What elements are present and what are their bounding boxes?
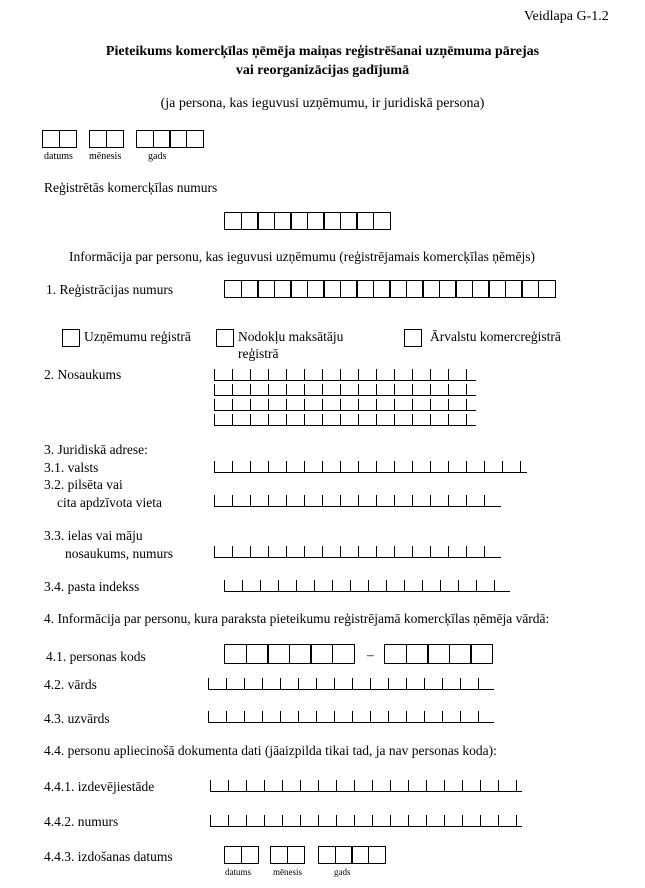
doc-number-line[interactable] [210,815,522,827]
form-id: Veidlapa G-1.2 [524,9,609,24]
country-line[interactable] [214,461,527,473]
issue-year-label: gads [334,867,351,877]
reg-number-label: 1. Reģistrācijas numurs [46,282,174,297]
tax-register-checkbox[interactable] [216,329,234,347]
street-label-2: nosaukums, numurs [65,546,173,561]
date-year-boxes[interactable] [136,130,202,148]
postcode-line[interactable] [224,580,510,592]
enterprise-register-checkbox[interactable] [62,329,80,347]
section-info: Informācija par personu, kas ieguvusi uzņēmumu (reģistrējamais komercķīlas ņēmējs) [69,249,535,264]
surname-label: 4.3. uzvārds [44,711,110,726]
personal-code-label: 4.1. personas kods [46,649,146,664]
doc-number-label: 4.4.2. numurs [44,814,119,829]
first-name-line[interactable] [208,678,494,690]
country-label: 3.1. valsts [44,460,99,475]
first-name-label: 4.2. vārds [44,677,97,692]
personal-code-part2[interactable] [384,644,492,664]
personal-code-dash: – [367,647,374,662]
date-month-boxes[interactable] [89,130,122,148]
title-line-1: Pieteikums komercķīlas ņēmēja maiņas reģistrēšanai uzņēmuma pārejas [105,44,540,59]
tax-register-label-2: reģistrā [238,346,279,361]
city-line[interactable] [214,495,501,507]
date-year-label: gads [148,151,167,162]
signer-section: 4. Informācija par personu, kura paraksta pieteikumu reģistrējamā komercķīlas ņēmēja vārdā: [44,611,550,626]
registered-number-label: Reģistrētās komercķīlas numurs [44,180,218,195]
city-label-1: 3.2. pilsēta vai [44,477,123,492]
title-line-2: vai reorganizācijas gadījumā [235,63,410,78]
tax-register-label-1: Nodokļu maksātāju [238,329,344,344]
personal-code-part1[interactable] [224,644,353,664]
date-day-label: datums [44,151,73,162]
city-label-2: cita apdzīvota vieta [57,495,162,510]
date-day-boxes[interactable] [42,130,75,148]
name-line-4[interactable] [214,414,476,426]
issue-day-label: datums [225,867,251,877]
surname-line[interactable] [208,711,494,723]
postcode-label: 3.4. pasta indekss [44,579,140,594]
issuer-line[interactable] [210,780,522,792]
reg-number-boxes[interactable] [224,280,554,298]
issue-month-label: mēnesis [273,867,302,877]
issue-day-boxes[interactable] [224,846,257,864]
name-label: 2. Nosaukums [44,367,122,382]
issuer-label: 4.4.1. izdevējiestāde [44,779,155,794]
foreign-register-checkbox[interactable] [404,329,422,347]
street-label-1: 3.3. ielas vai māju [44,528,143,543]
issue-date-label: 4.4.3. izdošanas datums [44,849,173,864]
id-doc-label: 4.4. personu apliecinošā dokumenta dati (jāaizpilda tikai tad, ja nav personas koda): [44,743,497,758]
name-line-2[interactable] [214,384,476,396]
enterprise-register-label: Uzņēmumu reģistrā [84,329,191,344]
date-month-label: mēnesis [89,151,122,162]
issue-year-boxes[interactable] [318,846,384,864]
name-line-1[interactable] [214,369,476,381]
issue-month-boxes[interactable] [270,846,303,864]
subtitle: (ja persona, kas ieguvusi uzņēmumu, ir juridiskā persona) [160,96,485,111]
name-line-3[interactable] [214,399,476,411]
foreign-register-label: Ārvalstu komercreģistrā [430,329,561,344]
legal-address-label: 3. Juridiskā adrese: [44,442,148,457]
registered-number-boxes[interactable] [224,212,389,230]
street-line[interactable] [214,546,501,558]
